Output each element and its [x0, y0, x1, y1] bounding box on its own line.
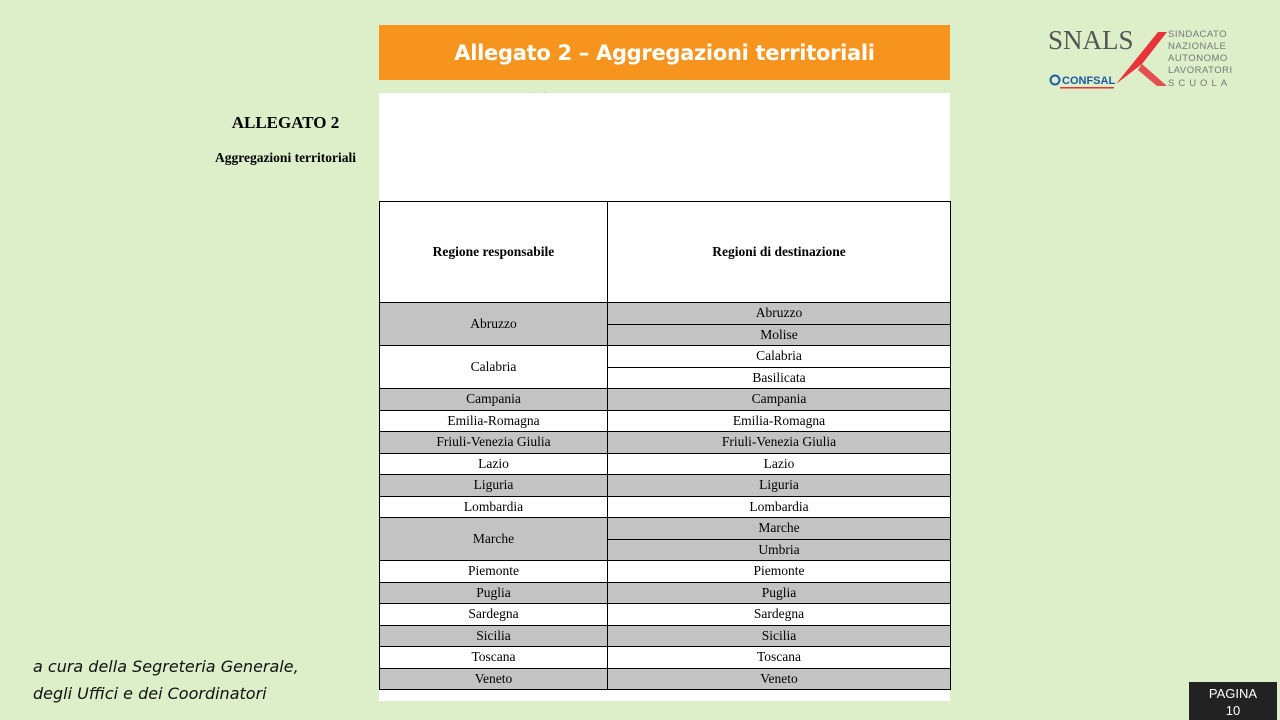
- table-row: [380, 561, 951, 583]
- cell-regione-destinazione: Veneto: [608, 668, 951, 690]
- cell-regione-destinazione: Piemonte: [608, 561, 951, 583]
- footer-credits: [33, 653, 299, 707]
- cell-regione-destinazione: Friuli-Venezia Giulia: [608, 432, 951, 454]
- confsal-icon: [1051, 76, 1060, 85]
- cell-regione-destinazione: Toscana: [608, 647, 951, 669]
- cell-regione-responsabile: Lombardia: [380, 496, 608, 518]
- snals-logo-graphic: [1046, 24, 1246, 94]
- cell-regione-destinazione: Calabria: [608, 346, 951, 368]
- cell-regione-responsabile: Emilia-Romagna: [380, 410, 608, 432]
- cell-regione-responsabile: Marche: [380, 518, 608, 561]
- page-number: 10: [1225, 703, 1241, 718]
- table-row: [380, 582, 951, 604]
- cell-regione-destinazione: Lombardia: [608, 496, 951, 518]
- footer-line-1: a cura della Segreteria Generale,: [33, 657, 299, 676]
- confsal-underline: [1060, 87, 1114, 89]
- table-row: [380, 496, 951, 518]
- table-row: [380, 303, 951, 325]
- cell-regione-responsabile: Veneto: [380, 668, 608, 690]
- logo-tagline-4: LAVORATORI: [1168, 65, 1233, 76]
- table-row: [380, 647, 951, 669]
- cell-regione-responsabile: Sicilia: [380, 625, 608, 647]
- table-row: [380, 475, 951, 497]
- table-row: [380, 625, 951, 647]
- logo-tagline-1: SINDACATO: [1168, 29, 1228, 40]
- cell-regione-destinazione: Campania: [608, 389, 951, 411]
- cell-regione-responsabile: Puglia: [380, 582, 608, 604]
- aggregations-table: [379, 201, 951, 690]
- table-row: [380, 389, 951, 411]
- cell-regione-destinazione: Marche: [608, 518, 951, 540]
- page-indicator: [1189, 682, 1277, 720]
- table-row: [380, 432, 951, 454]
- aggregations-table-body: [380, 303, 951, 690]
- page-label: PAGINA: [1208, 686, 1258, 701]
- cell-regione-destinazione: Umbria: [608, 539, 951, 561]
- document-subtitle: Aggregazioni territoriali: [214, 150, 357, 165]
- cell-regione-responsabile: Abruzzo: [380, 303, 608, 346]
- logo-tagline-2: NAZIONALE: [1168, 41, 1227, 52]
- cell-regione-destinazione: Basilicata: [608, 367, 951, 389]
- logo-tagline-5: SCUOLA: [1168, 78, 1232, 89]
- table-row: [380, 604, 951, 626]
- table-row: [380, 410, 951, 432]
- cell-regione-destinazione: Abruzzo: [608, 303, 951, 325]
- table-row: [380, 668, 951, 690]
- cell-regione-destinazione: Sicilia: [608, 625, 951, 647]
- cell-regione-responsabile: Campania: [380, 389, 608, 411]
- scan-artifact: · ·: [529, 87, 551, 98]
- cell-regione-responsabile: Liguria: [380, 475, 608, 497]
- cell-regione-responsabile: Calabria: [380, 346, 608, 389]
- cell-regione-responsabile: Toscana: [380, 647, 608, 669]
- cell-regione-responsabile: Piemonte: [380, 561, 608, 583]
- header-regioni-destinazione: Regioni di destinazione: [608, 202, 951, 303]
- logo-tagline-3: AUTONOMO: [1168, 53, 1228, 64]
- cell-regione-responsabile: Sardegna: [380, 604, 608, 626]
- slide-title: Allegato 2 – Aggregazioni territoriali: [454, 40, 875, 65]
- cell-regione-destinazione: Puglia: [608, 582, 951, 604]
- table-row: [380, 453, 951, 475]
- cell-regione-destinazione: Emilia-Romagna: [608, 410, 951, 432]
- document-title: ALLEGATO 2: [231, 113, 340, 132]
- table-row: [380, 346, 951, 368]
- cell-regione-destinazione: Liguria: [608, 475, 951, 497]
- header-regione-responsabile: Regione responsabile: [380, 202, 608, 303]
- cell-regione-responsabile: Lazio: [380, 453, 608, 475]
- footer-line-2: degli Uffici e dei Coordinatori: [33, 684, 267, 703]
- logo-brand-text: SNALS: [1048, 25, 1134, 55]
- cell-regione-destinazione: Molise: [608, 324, 951, 346]
- table-row: [380, 518, 951, 540]
- snals-confsal-logo: [1046, 24, 1246, 94]
- logo-red-swoosh-2: [1138, 64, 1167, 86]
- slide-title-banner: [379, 25, 950, 80]
- logo-affiliate-text: CONFSAL: [1062, 75, 1116, 87]
- cell-regione-responsabile: Friuli-Venezia Giulia: [380, 432, 608, 454]
- cell-regione-destinazione: Lazio: [608, 453, 951, 475]
- cell-regione-destinazione: Sardegna: [608, 604, 951, 626]
